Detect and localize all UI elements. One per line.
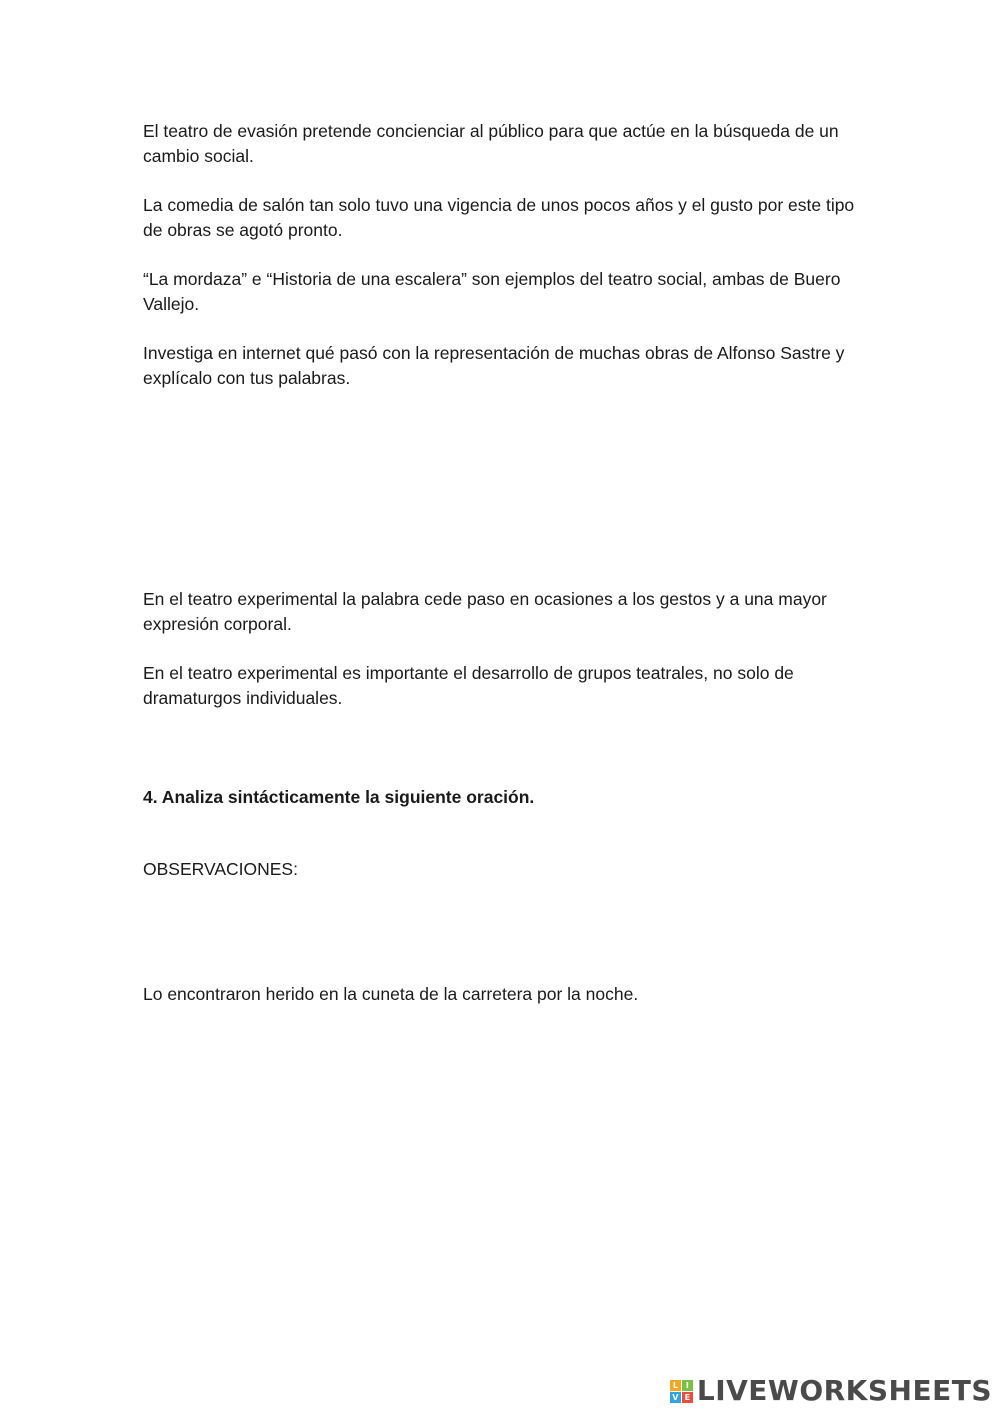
- statement-salon-comedy: La comedia de salón tan solo tuvo una vigencia de unos pocos años y el gusto por este tipo de obras se agotó pronto.: [143, 195, 855, 240]
- statement-experimental-theater-gestures: En el teatro experimental la palabra cede paso en ocasiones a los gestos y a una mayor expresión corporal.: [143, 589, 827, 634]
- logo-cell-e: E: [682, 1392, 693, 1403]
- statement-evasion-theater: El teatro de evasión pretende concienciar al público para que actúe en la búsqueda de un cambio social.: [143, 121, 839, 166]
- research-instruction-alfonso-sastre: Investiga en internet qué pasó con la representación de muchas obras de Alfonso Sastre y explícalo con tus palabras.: [143, 343, 845, 388]
- exercise-4-heading: 4. Analiza sintácticamente la siguiente oración.: [143, 787, 535, 807]
- liveworksheets-logo-icon: [670, 1380, 693, 1403]
- statement-experimental-theater-groups: En el teatro experimental es importante el desarrollo de grupos teatrales, no solo de dramaturgos individuales.: [143, 663, 794, 708]
- logo-cell-l: L: [670, 1380, 681, 1391]
- observations-label: OBSERVACIONES:: [143, 859, 298, 879]
- logo-cell-i: I: [682, 1380, 693, 1391]
- watermark-text: LIVEWORKSHEETS: [696, 1374, 992, 1407]
- sentence-to-analyze: Lo encontraron herido en la cuneta de la carretera por la noche.: [143, 984, 639, 1004]
- statement-social-theater: “La mordaza” e “Historia de una escalera” son ejemplos del teatro social, ambas de Buero Vallejo.: [143, 269, 841, 314]
- liveworksheets-watermark: [670, 1375, 992, 1407]
- logo-cell-v: V: [670, 1392, 681, 1403]
